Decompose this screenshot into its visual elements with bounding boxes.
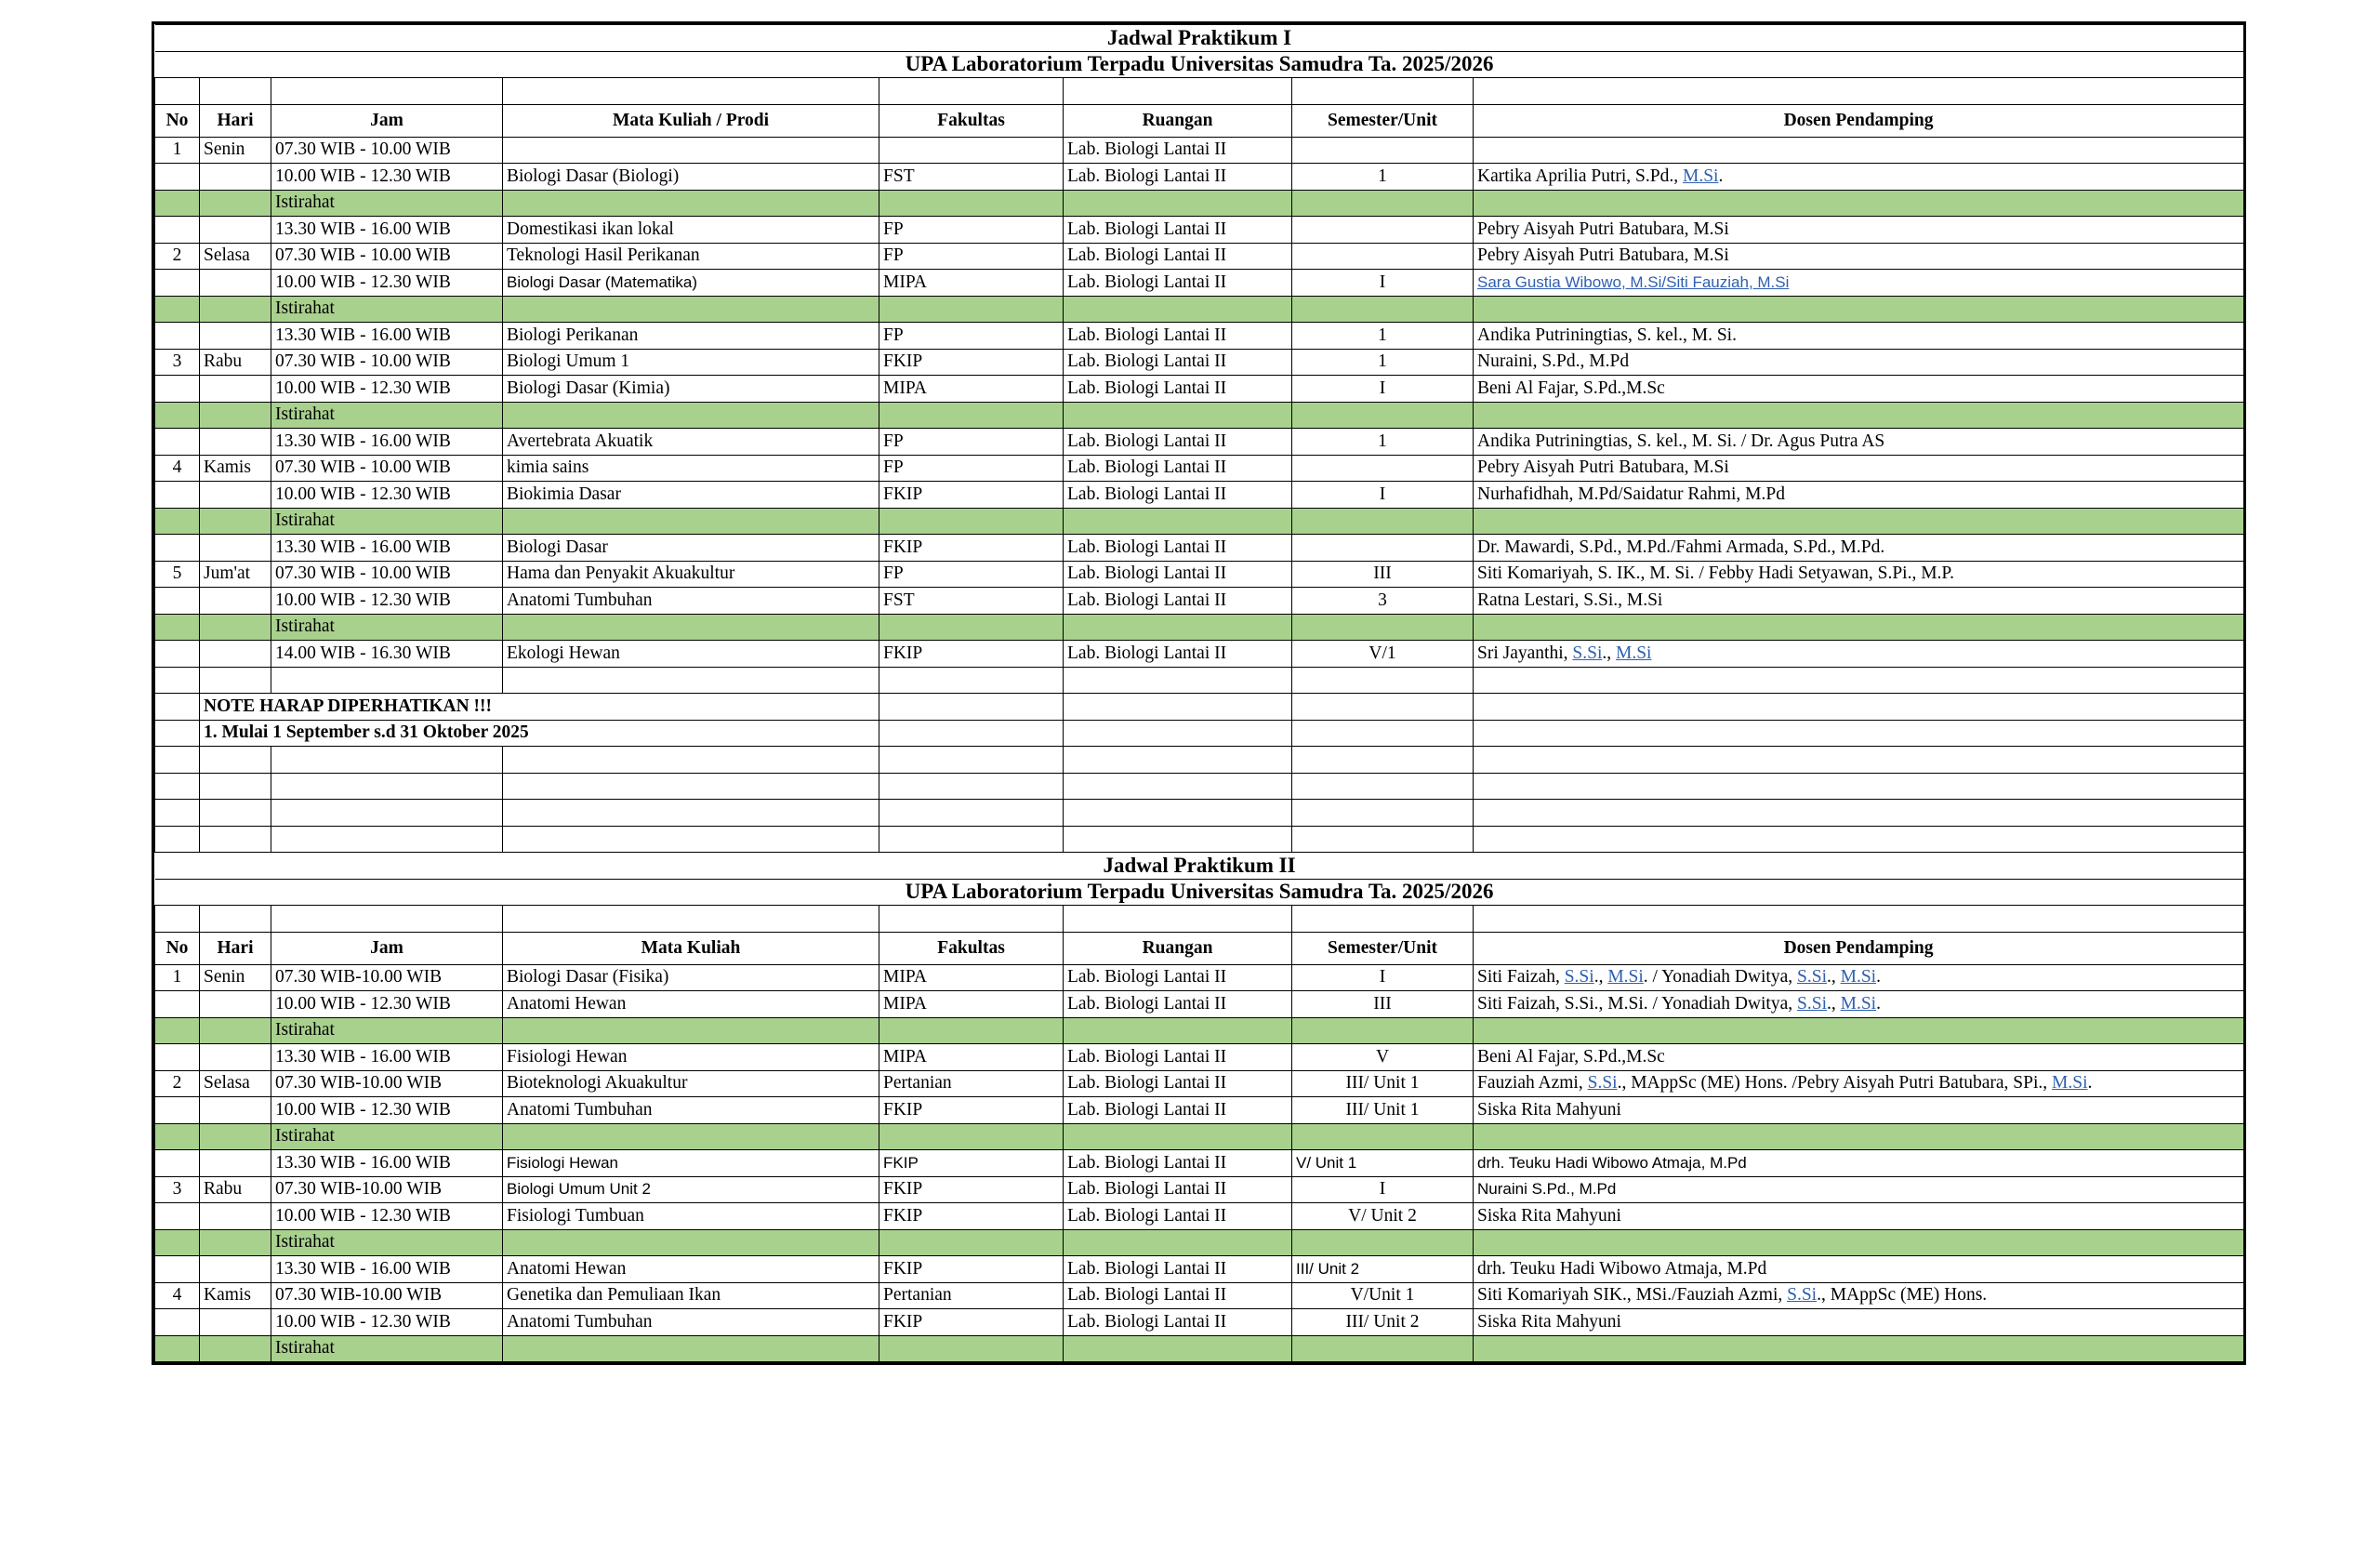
no-cell [155,535,200,562]
course-cell: Biologi Dasar (Fisika) [503,964,879,991]
no-cell [155,641,200,668]
note-item: 1. Mulai 1 September s.d 31 Oktober 2025 [200,720,879,747]
day-cell: Kamis [200,1282,271,1309]
column-header: Jam [271,104,503,137]
course-cell: Anatomi Tumbuhan [503,1097,879,1124]
time-cell: 13.30 WIB - 16.00 WIB [271,535,503,562]
room-cell: Lab. Biologi Lantai II [1064,1044,1292,1071]
semester-cell [1292,217,1474,244]
faculty-cell: FKIP [879,1150,1064,1177]
lecturer-cell: Nuraini, S.Pd., M.Pd [1474,349,2244,376]
time-cell: 10.00 WIB - 12.30 WIB [271,1309,503,1336]
room-cell: Lab. Biologi Lantai II [1064,323,1292,350]
break-row [155,508,2244,535]
course-cell: Biologi Perikanan [503,323,879,350]
day-cell [200,1203,271,1230]
table-row [155,323,2244,350]
day-cell: Rabu [200,1176,271,1203]
break-row [155,1123,2244,1150]
day-cell [200,1309,271,1336]
column-header: Jam [271,932,503,964]
faculty-cell: Pertanian [879,1070,1064,1097]
faculty-cell: FKIP [879,1309,1064,1336]
table-header [155,104,2244,137]
day-cell [200,1097,271,1124]
empty-row [155,667,2244,694]
lecturer-cell: drh. Teuku Hadi Wibowo Atmaja, M.Pd [1474,1150,2244,1177]
lecturer-cell: Pebry Aisyah Putri Batubara, M.Si [1474,243,2244,270]
course-cell: Anatomi Tumbuhan [503,588,879,615]
no-cell [155,1097,200,1124]
room-cell: Lab. Biologi Lantai II [1064,1309,1292,1336]
time-cell: 13.30 WIB - 16.00 WIB [271,1044,503,1071]
lecturer-cell: Kartika Aprilia Putri, S.Pd., M.Si. [1474,164,2244,191]
time-cell: 07.30 WIB - 10.00 WIB [271,561,503,588]
table-row [155,1203,2244,1230]
table-row [155,588,2244,615]
table-row [155,641,2244,668]
table-row [155,164,2244,191]
time-cell: 07.30 WIB - 10.00 WIB [271,349,503,376]
table-row [155,482,2244,509]
break-label: Istirahat [271,1017,503,1044]
lecturer-cell: Beni Al Fajar, S.Pd.,M.Sc [1474,376,2244,403]
semester-cell: V/ Unit 2 [1292,1203,1474,1230]
note-row [155,720,2244,747]
schedule-subtitle: UPA Laboratorium Terpadu Universitas Samudra Ta. 2025/2026 [155,879,2244,906]
room-cell: Lab. Biologi Lantai II [1064,137,1292,164]
day-cell [200,217,271,244]
semester-cell: 1 [1292,164,1474,191]
column-header: No [155,104,200,137]
no-cell [155,482,200,509]
course-cell: Ekologi Hewan [503,641,879,668]
faculty-cell: FKIP [879,1203,1064,1230]
table-row [155,137,2244,164]
lecturer-cell: Beni Al Fajar, S.Pd.,M.Sc [1474,1044,2244,1071]
time-cell: 10.00 WIB - 12.30 WIB [271,588,503,615]
faculty-cell: FST [879,588,1064,615]
empty-row [155,773,2244,800]
semester-cell: III/ Unit 2 [1292,1256,1474,1283]
semester-cell [1292,455,1474,482]
note-row [155,694,2244,721]
time-cell: 07.30 WIB - 10.00 WIB [271,243,503,270]
column-header: Ruangan [1064,104,1292,137]
semester-cell: I [1292,270,1474,297]
course-cell: Biologi Dasar (Kimia) [503,376,879,403]
no-cell: 3 [155,1176,200,1203]
time-cell: 07.30 WIB-10.00 WIB [271,1176,503,1203]
course-cell: Fisiologi Hewan [503,1044,879,1071]
table-row [155,376,2244,403]
semester-cell: V/Unit 1 [1292,1282,1474,1309]
room-cell: Lab. Biologi Lantai II [1064,561,1292,588]
schedule-sheet [152,21,2246,1365]
semester-cell [1292,243,1474,270]
semester-cell: 1 [1292,349,1474,376]
column-header: Dosen Pendamping [1474,104,2244,137]
room-cell: Lab. Biologi Lantai II [1064,1097,1292,1124]
room-cell: Lab. Biologi Lantai II [1064,376,1292,403]
time-cell: 07.30 WIB-10.00 WIB [271,1282,503,1309]
break-row [155,1229,2244,1256]
course-cell: Anatomi Hewan [503,1256,879,1283]
lecturer-cell: Sara Gustia Wibowo, M.Si/Siti Fauziah, M.Si [1474,270,2244,297]
table-row [155,429,2244,456]
faculty-cell: FP [879,429,1064,456]
time-cell: 07.30 WIB - 10.00 WIB [271,137,503,164]
room-cell: Lab. Biologi Lantai II [1064,964,1292,991]
lecturer-cell: Fauziah Azmi, S.Si., MAppSc (ME) Hons. /Pebry Aisyah Putri Batubara, SPi., M.Si. [1474,1070,2244,1097]
course-cell: Teknologi Hasil Perikanan [503,243,879,270]
lecturer-cell [1474,137,2244,164]
faculty-cell: FKIP [879,641,1064,668]
course-cell: Domestikasi ikan lokal [503,217,879,244]
faculty-cell [879,137,1064,164]
lecturer-cell: Sri Jayanthi, S.Si., M.Si [1474,641,2244,668]
room-cell: Lab. Biologi Lantai II [1064,1176,1292,1203]
day-cell [200,991,271,1018]
column-header: Hari [200,104,271,137]
semester-cell: I [1292,1176,1474,1203]
faculty-cell: MIPA [879,964,1064,991]
faculty-cell: FKIP [879,482,1064,509]
schedule-title-row [155,25,2244,52]
schedule-title: Jadwal Praktikum II [155,853,2244,880]
lecturer-cell: Ratna Lestari, S.Si., M.Si [1474,588,2244,615]
day-cell: Rabu [200,349,271,376]
day-cell [200,1044,271,1071]
no-cell [155,1044,200,1071]
column-header: Fakultas [879,104,1064,137]
day-cell [200,429,271,456]
no-cell: 2 [155,1070,200,1097]
schedule-title-row [155,853,2244,880]
time-cell: 07.30 WIB-10.00 WIB [271,1070,503,1097]
course-cell: Anatomi Hewan [503,991,879,1018]
column-header: Semester/Unit [1292,104,1474,137]
break-row [155,402,2244,429]
break-row [155,1017,2244,1044]
time-cell: 10.00 WIB - 12.30 WIB [271,376,503,403]
day-cell [200,588,271,615]
course-cell: Biologi Umum 1 [503,349,879,376]
faculty-cell: FKIP [879,349,1064,376]
course-cell: Biologi Dasar (Biologi) [503,164,879,191]
room-cell: Lab. Biologi Lantai II [1064,641,1292,668]
semester-cell: V [1292,1044,1474,1071]
table-row [155,991,2244,1018]
lecturer-cell: Andika Putriningtias, S. kel., M. Si. [1474,323,2244,350]
schedule-subtitle-row [155,51,2244,78]
no-cell: 4 [155,1282,200,1309]
no-cell [155,376,200,403]
time-cell: 10.00 WIB - 12.30 WIB [271,482,503,509]
time-cell: 13.30 WIB - 16.00 WIB [271,323,503,350]
empty-row [155,826,2244,853]
semester-cell: V/1 [1292,641,1474,668]
empty-row [155,800,2244,827]
course-cell: Bioteknologi Akuakultur [503,1070,879,1097]
no-cell [155,270,200,297]
day-cell: Senin [200,137,271,164]
room-cell: Lab. Biologi Lantai II [1064,535,1292,562]
semester-cell: V/ Unit 1 [1292,1150,1474,1177]
semester-cell: III [1292,991,1474,1018]
room-cell: Lab. Biologi Lantai II [1064,270,1292,297]
table-row [155,1070,2244,1097]
empty-row [155,78,2244,105]
faculty-cell: FKIP [879,1176,1064,1203]
semester-cell: I [1292,376,1474,403]
semester-cell: 3 [1292,588,1474,615]
day-cell [200,376,271,403]
no-cell: 5 [155,561,200,588]
time-cell: 10.00 WIB - 12.30 WIB [271,164,503,191]
faculty-cell: MIPA [879,270,1064,297]
time-cell: 14.00 WIB - 16.30 WIB [271,641,503,668]
room-cell: Lab. Biologi Lantai II [1064,1203,1292,1230]
no-cell [155,217,200,244]
course-cell: Biologi Umum Unit 2 [503,1176,879,1203]
break-label: Istirahat [271,508,503,535]
column-header: Mata Kuliah [503,932,879,964]
schedule-table [154,24,2244,1362]
schedule-subtitle: UPA Laboratorium Terpadu Universitas Samudra Ta. 2025/2026 [155,51,2244,78]
day-cell: Jum'at [200,561,271,588]
room-cell: Lab. Biologi Lantai II [1064,482,1292,509]
no-cell [155,1256,200,1283]
time-cell: 10.00 WIB - 12.30 WIB [271,991,503,1018]
faculty-cell: FKIP [879,1256,1064,1283]
semester-cell [1292,535,1474,562]
course-cell: Anatomi Tumbuhan [503,1309,879,1336]
faculty-cell: FP [879,561,1064,588]
day-cell [200,1256,271,1283]
lecturer-cell: Siska Rita Mahyuni [1474,1097,2244,1124]
break-label: Istirahat [271,614,503,641]
column-header: No [155,932,200,964]
room-cell: Lab. Biologi Lantai II [1064,991,1292,1018]
lecturer-cell: Pebry Aisyah Putri Batubara, M.Si [1474,455,2244,482]
time-cell: 10.00 WIB - 12.30 WIB [271,1203,503,1230]
no-cell: 1 [155,964,200,991]
faculty-cell: MIPA [879,376,1064,403]
break-label: Istirahat [271,296,503,323]
room-cell: Lab. Biologi Lantai II [1064,164,1292,191]
lecturer-cell: Nuraini S.Pd., M.Pd [1474,1176,2244,1203]
faculty-cell: Pertanian [879,1282,1064,1309]
day-cell [200,164,271,191]
note-title: NOTE HARAP DIPERHATIKAN !!! [200,694,879,721]
table-row [155,455,2244,482]
table-row [155,1097,2244,1124]
room-cell: Lab. Biologi Lantai II [1064,429,1292,456]
faculty-cell: FP [879,323,1064,350]
no-cell: 3 [155,349,200,376]
semester-cell: III [1292,561,1474,588]
no-cell [155,323,200,350]
schedule-title: Jadwal Praktikum I [155,25,2244,52]
faculty-cell: MIPA [879,991,1064,1018]
table-header [155,932,2244,964]
faculty-cell: FKIP [879,1097,1064,1124]
semester-cell: 1 [1292,323,1474,350]
time-cell: 10.00 WIB - 12.30 WIB [271,270,503,297]
course-cell: Genetika dan Pemuliaan Ikan [503,1282,879,1309]
no-cell [155,164,200,191]
day-cell [200,641,271,668]
time-cell: 13.30 WIB - 16.00 WIB [271,217,503,244]
column-header: Fakultas [879,932,1064,964]
day-cell [200,270,271,297]
table-row [155,1044,2244,1071]
course-cell [503,137,879,164]
room-cell: Lab. Biologi Lantai II [1064,217,1292,244]
semester-cell: 1 [1292,429,1474,456]
semester-cell: I [1292,482,1474,509]
break-label: Istirahat [271,1123,503,1150]
lecturer-cell: Siti Faizah, S.Si., M.Si. / Yonadiah Dwitya, S.Si., M.Si. [1474,991,2244,1018]
column-header: Dosen Pendamping [1474,932,2244,964]
empty-row [155,906,2244,933]
day-cell [200,323,271,350]
lecturer-cell: Pebry Aisyah Putri Batubara, M.Si [1474,217,2244,244]
semester-cell: III/ Unit 1 [1292,1097,1474,1124]
day-cell [200,482,271,509]
column-header: Ruangan [1064,932,1292,964]
table-row [155,1256,2244,1283]
faculty-cell: MIPA [879,1044,1064,1071]
lecturer-cell: Siska Rita Mahyuni [1474,1309,2244,1336]
no-cell [155,429,200,456]
break-label: Istirahat [271,402,503,429]
lecturer-cell: Siska Rita Mahyuni [1474,1203,2244,1230]
column-header: Hari [200,932,271,964]
room-cell: Lab. Biologi Lantai II [1064,1282,1292,1309]
time-cell: 13.30 WIB - 16.00 WIB [271,429,503,456]
room-cell: Lab. Biologi Lantai II [1064,588,1292,615]
faculty-cell: FST [879,164,1064,191]
break-row [155,296,2244,323]
lecturer-cell: drh. Teuku Hadi Wibowo Atmaja, M.Pd [1474,1256,2244,1283]
room-cell: Lab. Biologi Lantai II [1064,455,1292,482]
day-cell [200,1150,271,1177]
semester-cell: III/ Unit 1 [1292,1070,1474,1097]
no-cell: 4 [155,455,200,482]
time-cell: 13.30 WIB - 16.00 WIB [271,1256,503,1283]
room-cell: Lab. Biologi Lantai II [1064,349,1292,376]
faculty-cell: FP [879,217,1064,244]
course-cell: kimia sains [503,455,879,482]
no-cell [155,991,200,1018]
schedule-subtitle-row [155,879,2244,906]
course-cell: Avertebrata Akuatik [503,429,879,456]
room-cell: Lab. Biologi Lantai II [1064,1150,1292,1177]
break-row [155,190,2244,217]
course-cell: Biologi Dasar (Matematika) [503,270,879,297]
time-cell: 13.30 WIB - 16.00 WIB [271,1150,503,1177]
faculty-cell: FP [879,455,1064,482]
lecturer-cell: Siti Faizah, S.Si., M.Si. / Yonadiah Dwitya, S.Si., M.Si. [1474,964,2244,991]
time-cell: 07.30 WIB-10.00 WIB [271,964,503,991]
table-row [155,964,2244,991]
day-cell: Kamis [200,455,271,482]
table-row [155,1282,2244,1309]
break-label: Istirahat [271,1335,503,1362]
no-cell [155,1203,200,1230]
break-row [155,614,2244,641]
room-cell: Lab. Biologi Lantai II [1064,1256,1292,1283]
break-row [155,1335,2244,1362]
table-row [155,1150,2244,1177]
course-cell: Biologi Dasar [503,535,879,562]
no-cell [155,1150,200,1177]
no-cell: 2 [155,243,200,270]
lecturer-cell: Nurhafidhah, M.Pd/Saidatur Rahmi, M.Pd [1474,482,2244,509]
course-cell: Biokimia Dasar [503,482,879,509]
lecturer-cell: Siti Komariyah, S. IK., M. Si. / Febby Hadi Setyawan, S.Pi., M.P. [1474,561,2244,588]
day-cell: Senin [200,964,271,991]
lecturer-cell: Dr. Mawardi, S.Pd., M.Pd./Fahmi Armada, S.Pd., M.Pd. [1474,535,2244,562]
table-row [155,1176,2244,1203]
course-cell: Fisiologi Hewan [503,1150,879,1177]
semester-cell: III/ Unit 2 [1292,1309,1474,1336]
table-row [155,217,2244,244]
break-label: Istirahat [271,190,503,217]
break-label: Istirahat [271,1229,503,1256]
time-cell: 10.00 WIB - 12.30 WIB [271,1097,503,1124]
day-cell: Selasa [200,1070,271,1097]
column-header: Mata Kuliah / Prodi [503,104,879,137]
table-row [155,349,2244,376]
table-row [155,561,2244,588]
day-cell [200,535,271,562]
room-cell: Lab. Biologi Lantai II [1064,1070,1292,1097]
table-row [155,243,2244,270]
no-cell: 1 [155,137,200,164]
faculty-cell: FP [879,243,1064,270]
table-row [155,535,2244,562]
column-header: Semester/Unit [1292,932,1474,964]
table-row [155,1309,2244,1336]
room-cell: Lab. Biologi Lantai II [1064,243,1292,270]
day-cell: Selasa [200,243,271,270]
no-cell [155,1309,200,1336]
lecturer-cell: Andika Putriningtias, S. kel., M. Si. / Dr. Agus Putra AS [1474,429,2244,456]
semester-cell: I [1292,964,1474,991]
table-row [155,270,2244,297]
faculty-cell: FKIP [879,535,1064,562]
course-cell: Hama dan Penyakit Akuakultur [503,561,879,588]
lecturer-cell: Siti Komariyah SIK., MSi./Fauziah Azmi, S.Si., MAppSc (ME) Hons. [1474,1282,2244,1309]
semester-cell [1292,137,1474,164]
no-cell [155,588,200,615]
time-cell: 07.30 WIB - 10.00 WIB [271,455,503,482]
empty-row [155,747,2244,774]
course-cell: Fisiologi Tumbuan [503,1203,879,1230]
